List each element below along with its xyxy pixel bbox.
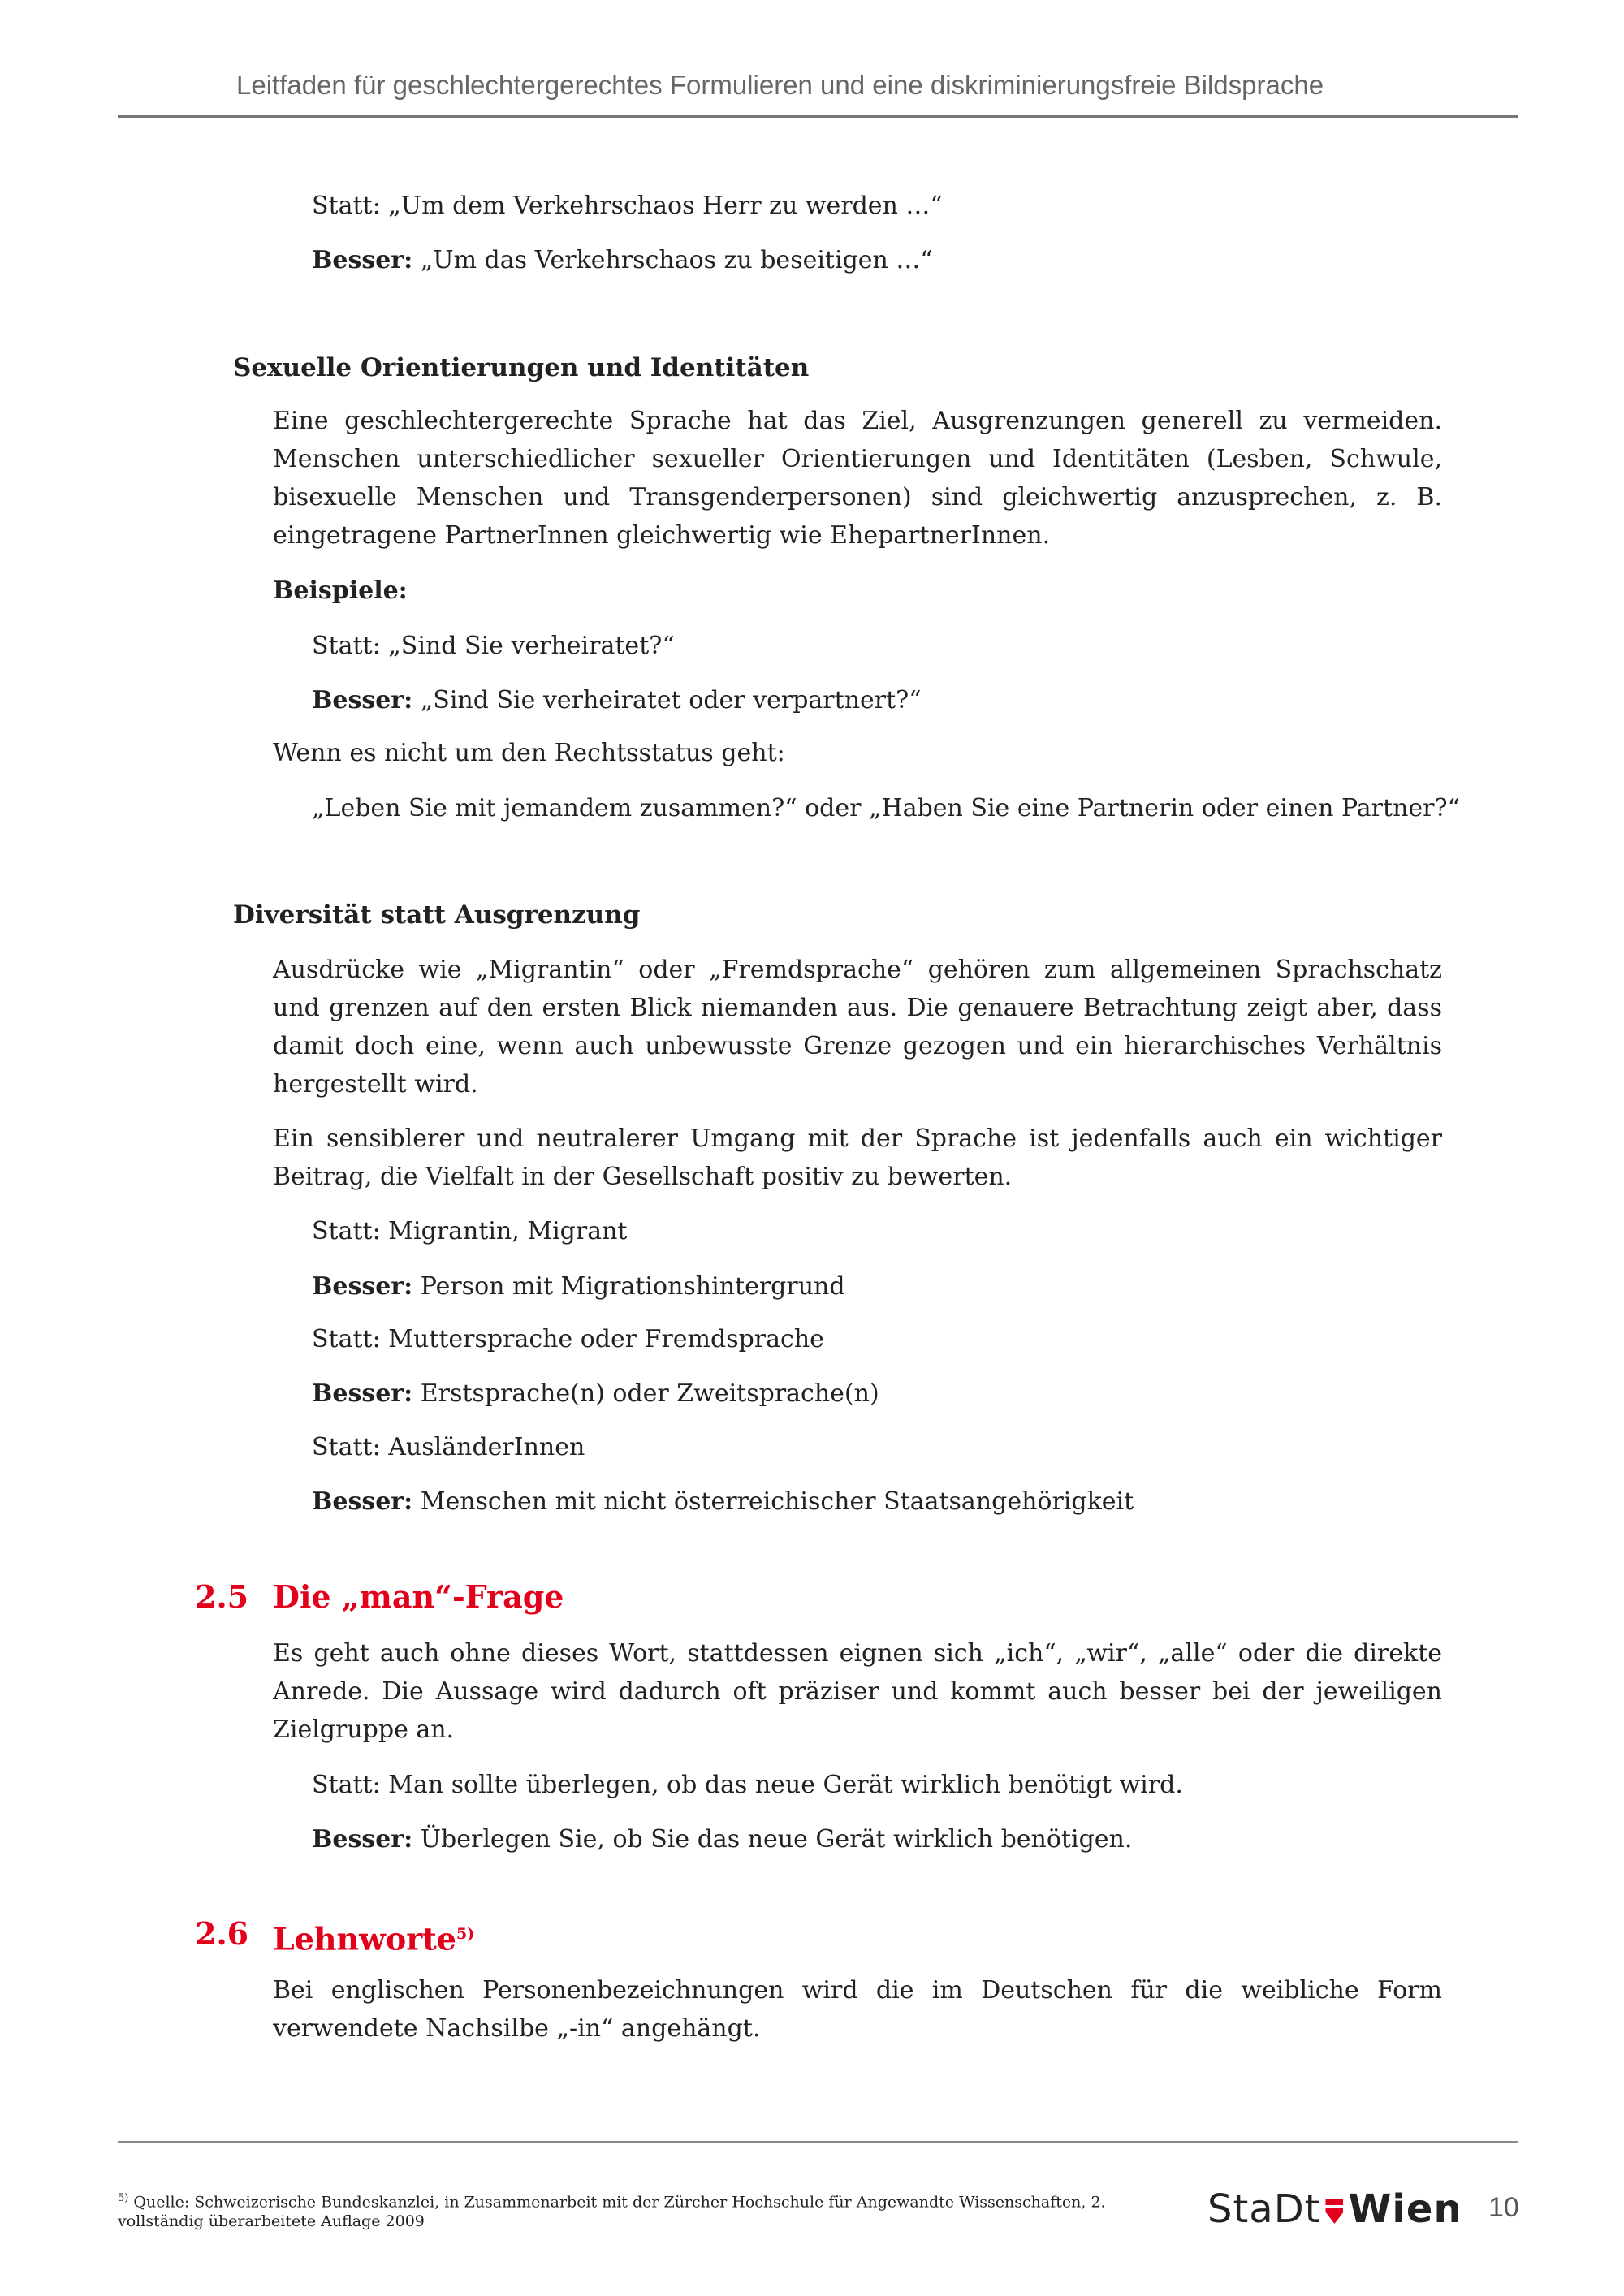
besser-label: Besser: <box>312 686 413 714</box>
example-besser <box>312 681 922 719</box>
paragraph: Bei englischen Personenbezeichnungen wird die im Deutschen für die weibliche Form verwendete Nachsilbe „-in“ angehängt. <box>273 1976 1442 2043</box>
statt-text: „Um dem Verkehrschaos Herr zu werden …“ <box>380 192 943 220</box>
section-title: Die „man“-Frage <box>273 1578 564 1615</box>
statt-label: Statt: <box>312 632 381 660</box>
besser-label: Besser: <box>312 1487 413 1516</box>
statt-label: Statt: <box>312 192 381 220</box>
statt-label: Statt: <box>312 1217 381 1245</box>
example-statt <box>312 187 943 225</box>
alternative-example: „Leben Sie mit jemandem zusammen?“ oder „Haben Sie eine Partnerin oder einen Partner?“ <box>312 794 1460 822</box>
besser-text: „Um das Verkehrschaos zu beseitigen …“ <box>412 246 933 274</box>
logo-text-left: StaDt <box>1207 2186 1321 2232</box>
paragraph: Es geht auch ohne dieses Wort, stattdessen eignen sich „ich“, „wir“, „alle“ oder die direkte Anrede. Die Aussage wird dadurch oft präziser und kommt auch besser bei der jeweiligen Zielgruppe an. <box>273 1639 1442 1744</box>
besser-text: Person mit Migrationshintergrund <box>412 1272 845 1301</box>
running-header: Leitfaden für geschlechtergerechtes Formulieren und eine diskriminierungsfreie Bildsprache <box>236 70 1324 100</box>
paragraph: Ausdrücke wie „Migrantin“ oder „Fremdsprache“ gehören zum allgemeinen Sprachschatz und grenzen auf den ersten Blick niemanden aus. Die genauere Betrachtung zeigt aber, dass damit doch eine, wenn auch unbewusste Grenze gezogen und ein hierarchisches Verhältnis hergestellt wird. <box>273 956 1442 1098</box>
besser-label: Besser: <box>312 1379 413 1408</box>
example-besser <box>312 1375 879 1413</box>
subheading-diversity: Diversität statt Ausgrenzung <box>233 900 641 930</box>
paragraph: Eine geschlechtergerechte Sprache hat das Ziel, Ausgrenzungen generell zu vermeiden. Menschen unterschiedlicher sexueller Orientierungen und Identitäten (Lesben, Schwule, bisexuelle Menschen und Transgenderpersonen) sind gleichwertig anzusprechen, z. B. eingetragene PartnerInnen gleichwertig wie EhepartnerInnen. <box>273 407 1442 550</box>
note: Wenn es nicht um den Rechtsstatus geht: <box>273 739 785 767</box>
example-statt <box>312 1428 585 1466</box>
footnote-ref[interactable]: 5) <box>456 1925 475 1943</box>
vienna-flag-icon <box>1325 2195 1343 2224</box>
besser-text: „Sind Sie verheiratet oder verpartnert?“ <box>412 686 922 714</box>
besser-text: Menschen mit nicht österreichischer Staatsangehörigkeit <box>412 1487 1134 1516</box>
statt-label: Statt: <box>312 1325 381 1353</box>
footnote-text: Quelle: Schweizerische Bundeskanzlei, in Zusammenarbeit mit der Zürcher Hochschule für Angewandte Wissenschaften, 2. vollständig überarbeitete Auflage 2009 <box>118 2193 1106 2231</box>
subheading-sexual-orientation: Sexuelle Orientierungen und Identitäten <box>233 353 810 382</box>
besser-text: Überlegen Sie, ob Sie das neue Gerät wirklich benötigen. <box>412 1825 1133 1854</box>
stadt-wien-logo <box>1207 2186 1462 2232</box>
section-title <box>273 1914 474 1960</box>
besser-label: Besser: <box>312 1825 413 1854</box>
statt-text: Man sollte überlegen, ob das neue Gerät wirklich benötigt wird. <box>380 1771 1183 1799</box>
besser-text: Erstsprache(n) oder Zweitsprache(n) <box>412 1379 879 1408</box>
besser-label: Besser: <box>312 1272 413 1301</box>
statt-label: Statt: <box>312 1771 381 1799</box>
footer-divider <box>118 2141 1518 2143</box>
example-besser <box>312 1820 1132 1858</box>
statt-text: Muttersprache oder Fremdsprache <box>380 1325 824 1353</box>
statt-text: Migrantin, Migrant <box>380 1217 628 1245</box>
section-number: 2.6 <box>195 1915 249 1952</box>
besser-label: Besser: <box>312 246 413 274</box>
paragraph: Ein sensiblerer und neutralerer Umgang mit der Sprache ist jedenfalls auch ein wichtiger Beitrag, die Vielfalt in der Gesellschaft positiv zu bewerten. <box>273 1124 1442 1191</box>
example-statt <box>312 627 675 665</box>
section-title-text: Lehnworte <box>273 1920 456 1957</box>
example-besser <box>312 1482 1134 1521</box>
example-besser <box>312 1267 845 1306</box>
example-statt <box>312 1320 824 1358</box>
header-divider <box>118 115 1518 118</box>
statt-text: „Sind Sie verheiratet?“ <box>380 632 675 660</box>
footnote <box>118 2189 1125 2231</box>
examples-label: Beispiele: <box>273 576 408 605</box>
example-statt <box>312 1766 1183 1804</box>
section-number: 2.5 <box>195 1578 249 1615</box>
logo-text-right: Wien <box>1348 2186 1462 2232</box>
example-besser <box>312 241 933 279</box>
footnote-mark: 5) <box>118 2192 129 2204</box>
page-number: 10 <box>1488 2192 1519 2223</box>
statt-label: Statt: <box>312 1433 381 1461</box>
statt-text: AusländerInnen <box>380 1433 585 1461</box>
example-statt <box>312 1212 627 1250</box>
